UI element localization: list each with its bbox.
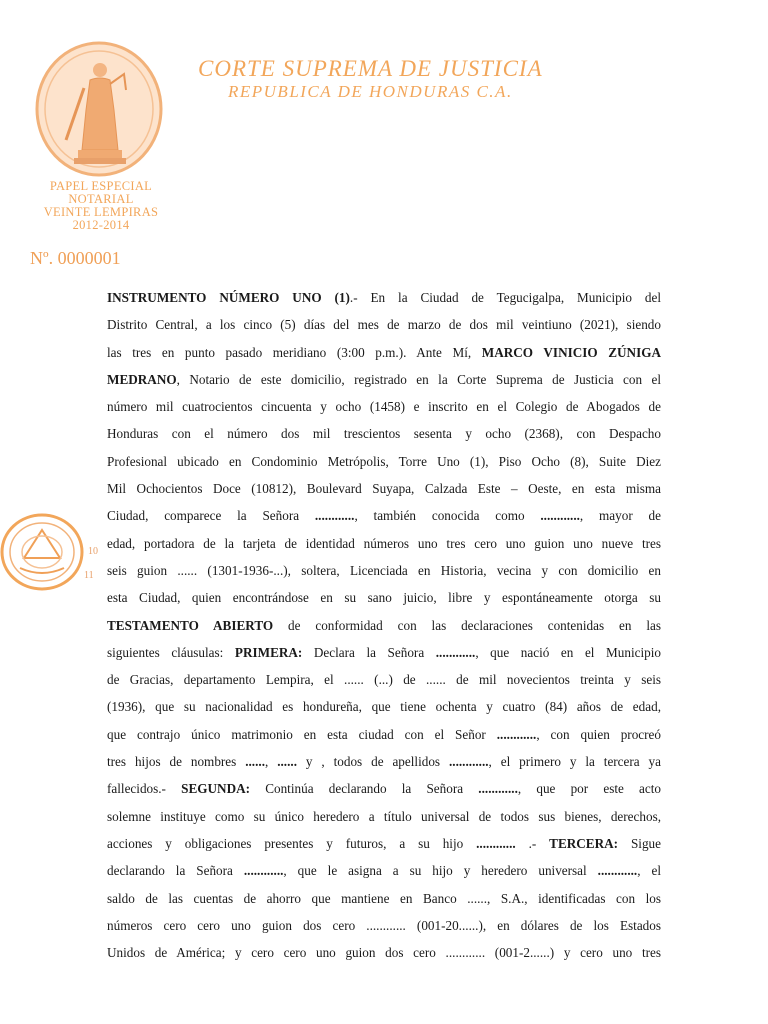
document-line [107, 912, 661, 939]
bold-text: ............ [435, 644, 476, 660]
text-segment: Declara la Señora [302, 644, 436, 660]
stamp-number-eleven: 11 [84, 570, 94, 581]
text-segment: Profesional ubicado en Condominio Metrópolis, Torre Uno (1), Piso Ocho (8), Suite Diez [107, 453, 661, 469]
text-segment: Distrito Central, a los cinco (5) días del mes de marzo de dos mil veintiuno (2021), siendo [107, 317, 661, 333]
document-line [107, 612, 661, 639]
serial-number: Nº. 0000001 [30, 248, 121, 268]
document-line [107, 693, 661, 720]
document-line [107, 775, 661, 802]
paper-kind: NOTARIAL [68, 192, 134, 206]
republic-subtitle: REPUBLICA DE HONDURAS C.A. [228, 82, 513, 101]
text-segment: declarando la Señora [107, 863, 244, 879]
bold-text: MARCO VINICIO ZÚNIGA [481, 344, 661, 360]
paper-period: 2012-2014 [72, 218, 130, 232]
text-segment: Sigue [618, 835, 661, 851]
text-segment: , el primero y la tercera ya [488, 754, 661, 770]
testament-body [107, 284, 661, 966]
text-segment: , [264, 754, 278, 770]
bold-text: MEDRANO [107, 371, 177, 387]
document-line [107, 284, 661, 311]
stamp-number-ten: 10 [88, 546, 98, 557]
paper-value: VEINTE LEMPIRAS [43, 205, 159, 219]
text-segment: y , todos de apellidos [296, 754, 449, 770]
text-segment: Continúa declarando la Señora [250, 781, 479, 797]
text-segment: .- [515, 835, 550, 851]
document-line [107, 366, 661, 393]
document-line [107, 557, 661, 584]
document-line [107, 857, 661, 884]
bold-text: ............ [476, 835, 516, 851]
bold-text: ............ [478, 781, 518, 797]
bold-text: PRIMERA: [234, 644, 303, 660]
paper-info-block [26, 180, 176, 232]
document-line [107, 584, 661, 611]
text-segment: tres hijos de nombres [107, 754, 246, 770]
text-segment: números cero cero uno guion dos cero ............ (001-20......), en dólares de los Estados [107, 917, 661, 933]
text-segment: , Notario de este domicilio, registrado en la Corte Suprema de Justicia con el [176, 371, 661, 387]
bold-text: ............ [243, 863, 284, 879]
document-line [107, 639, 661, 666]
document-line [107, 748, 661, 775]
document-line [107, 939, 661, 966]
document-line [107, 393, 661, 420]
text-segment: , que le asigna a su hijo y heredero universal [283, 863, 598, 879]
text-segment: , que nació en el Municipio [475, 644, 661, 660]
coat-of-arms-stamp-icon [0, 512, 100, 592]
text-segment: , también conocida como [354, 508, 541, 524]
paper-type: PAPEL ESPECIAL [49, 179, 153, 193]
text-segment: Ciudad, comparece la Señora [107, 508, 315, 524]
text-segment: las tres en punto pasado meridiano (3:00 p.m.). Ante Mí, [107, 344, 482, 360]
text-segment: saldo de las cuentas de ahorro que mantiene en Banco ......, S.A., identificadas con los [107, 890, 661, 906]
document-line [107, 420, 661, 447]
document-line [107, 530, 661, 557]
text-segment: , el [637, 863, 661, 879]
text-segment: , mayor de [579, 508, 661, 524]
text-segment: número mil cuatrocientos cincuenta y ocho (1458) e inscrito en el Colegio de Abogados de [107, 399, 661, 415]
bold-text: INSTRUMENTO NÚMERO UNO (1) [107, 290, 350, 305]
bold-text: TERCERA: [549, 835, 619, 851]
bold-text: ............ [540, 508, 580, 524]
document-line [107, 311, 661, 338]
text-segment: esta Ciudad, quien encontrándose en su sano juicio, libre y espontáneamente otorga su [107, 590, 661, 606]
document-line [107, 339, 661, 366]
document-line [107, 448, 661, 475]
justice-seal-icon [34, 40, 164, 178]
text-segment: (1936), que su nacionalidad es hondureña, que tiene ochenta y cuatro (84) años de edad, [107, 699, 661, 715]
text-segment: Honduras con el número dos mil trescientos sesenta y ocho (2368), con Despacho [107, 426, 661, 442]
text-segment: siguientes cláusulas: [107, 644, 235, 660]
bold-text: SEGUNDA: [181, 781, 251, 797]
text-segment: que contrajo único matrimonio en esta ciudad con el Señor [107, 726, 497, 742]
document-line [107, 885, 661, 912]
text-segment: acciones y obligaciones presentes y futuros, a su hijo [107, 835, 477, 851]
document-line [107, 666, 661, 693]
text-segment: , que por este acto [517, 781, 661, 797]
text-segment: solemne instituye como su único heredero a título universal de todos sus bienes, derechos, [107, 808, 661, 824]
bold-text: TESTAMENTO ABIERTO [107, 617, 274, 633]
bold-text: ...... [245, 754, 265, 770]
court-title: CORTE SUPREMA DE JUSTICIA [198, 56, 543, 81]
document-line [107, 721, 661, 748]
document-line [107, 475, 661, 502]
bold-text: ............ [448, 754, 489, 770]
document-line [107, 830, 661, 857]
text-segment: de Gracias, departamento Lempira, el ...... (...) de ...... de mil novecientos treinta y seis [107, 672, 661, 688]
bold-text: ...... [277, 754, 297, 770]
text-segment: , con quien procreó [536, 726, 661, 742]
text-segment: Mil Ochocientos Doce (10812), Boulevard Suyapa, Calzada Este – Oeste, en esta misma [107, 481, 661, 497]
text-segment: edad, portadora de la tarjeta de identidad números uno tres cero uno guion uno nueve tres [107, 535, 661, 551]
text-segment: seis guion ...... (1301-1936-...), soltera, Licenciada en Historia, vecina y con domicilio en [107, 562, 661, 578]
text-segment: fallecidos.- [107, 781, 182, 797]
bold-text: ............ [314, 508, 355, 524]
document-line [107, 502, 661, 529]
bold-text: ............ [597, 863, 638, 879]
document-line [107, 803, 661, 830]
bold-text: ............ [496, 726, 537, 742]
text-segment: .- En la Ciudad de Tegucigalpa, Municipio del [349, 290, 661, 305]
text-segment: Unidos de América; y cero cero uno guion dos cero ............ (001-2......) y cero uno tres [107, 945, 661, 961]
text-segment: de conformidad con las declaraciones contenidas en las [273, 617, 661, 633]
